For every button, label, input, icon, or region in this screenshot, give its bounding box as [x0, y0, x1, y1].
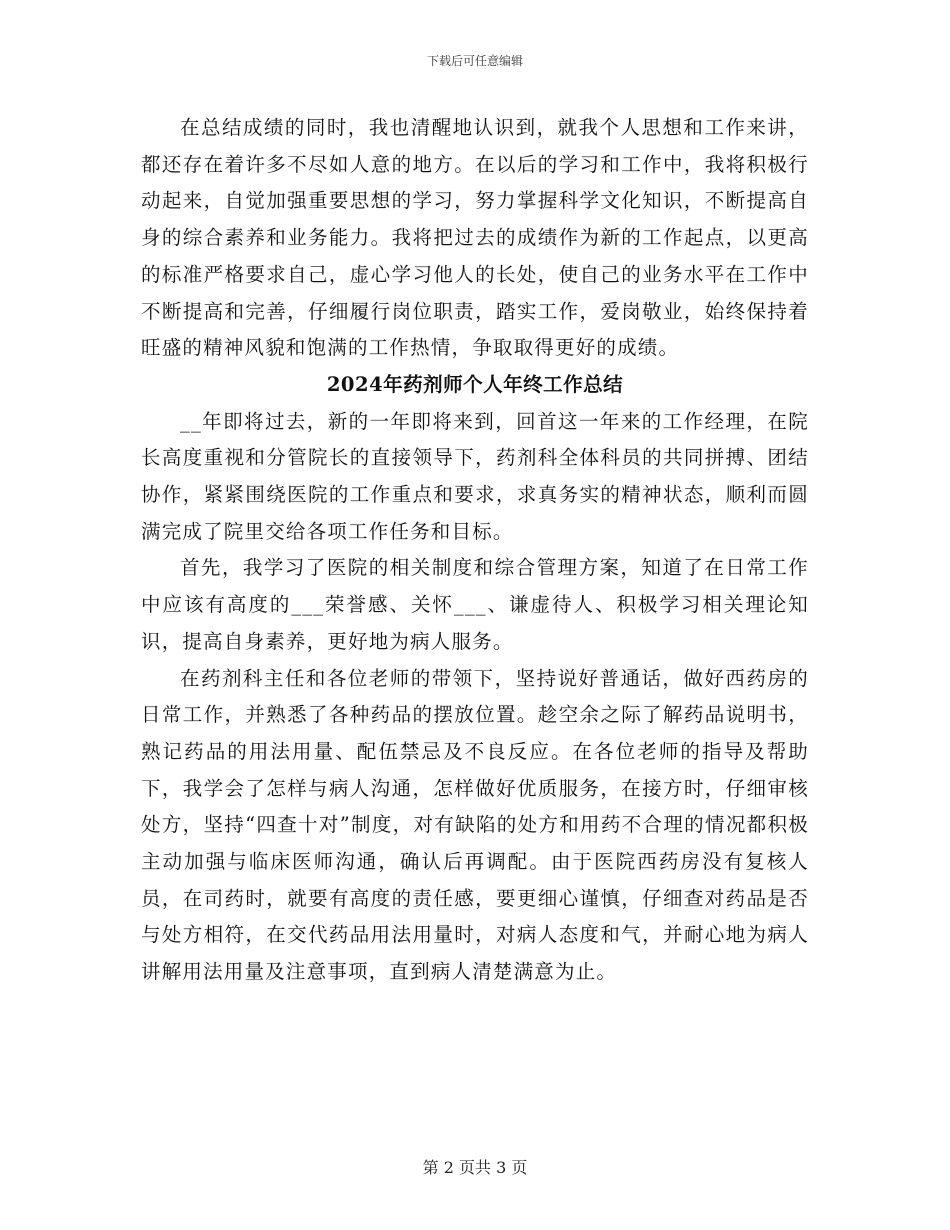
body-paragraph: 首先，我学习了医院的相关制度和综合管理方案，知道了在日常工作中应该有高度的___荣誉感、关怀___、谦虚待人、积极学习相关理论知识，提高自身素养，更好地为病人服务。	[141, 556, 809, 653]
body-paragraph: 在药剂科主任和各位老师的带领下，坚持说好普通话，做好西药房的日常工作，并熟悉了各种药品的摆放位置。趁空余之际了解药品说明书，熟记药品的用法用量、配伍禁忌及不良反应。在各位老师的指导及帮助下，我学会了怎样与病人沟通，怎样做好优质服务，在接方时，仔细审核处方，坚持“四查十对”制度，对有缺陷的处方和用药不合理的情况都积极主动加强与临床医师沟通，确认后再调配。由于医院西药房没有复核人员，在司药时，就要有高度的责任感，要更细心谨慎，仔细查对药品是否与处方相符，在交代药品用法用量时，对病人态度和气，并耐心地为病人讲解用法用量及注意事项，直到病人清楚满意为止。	[141, 666, 809, 984]
document-body	[141, 110, 809, 991]
body-paragraph: __年即将过去，新的一年即将来到，回首这一年来的工作经理，在院长高度重视和分管院长的直接领导下，药剂科全体科员的共同拼搏、团结协作，紧紧围绕医院的工作重点和要求，求真务实的精神状态，顺利而圆满完成了院里交给各项工作任务和目标。	[141, 409, 809, 543]
body-paragraph: 在总结成绩的同时，我也清醒地认识到，就我个人思想和工作来讲，都还存在着许多不尽如人意的地方。在以后的学习和工作中，我将积极行动起来，自觉加强重要思想的学习，努力掌握科学文化知识，不断提高自身的综合素养和业务能力。我将把过去的成绩作为新的工作起点，以更高的标准严格要求自己，虚心学习他人的长处，使自己的业务水平在工作中不断提高和完善，仔细履行岗位职责，踏实工作，爱岗敬业，始终保持着旺盛的精神风貌和饱满的工作热情，争取取得更好的成绩。	[141, 116, 809, 360]
page-footer: 第 2 页共 3 页	[422, 1158, 528, 1177]
section-title: 2024年药剂师个人年终工作总结	[326, 372, 624, 396]
page-header: 下载后可任意编辑	[426, 54, 523, 68]
